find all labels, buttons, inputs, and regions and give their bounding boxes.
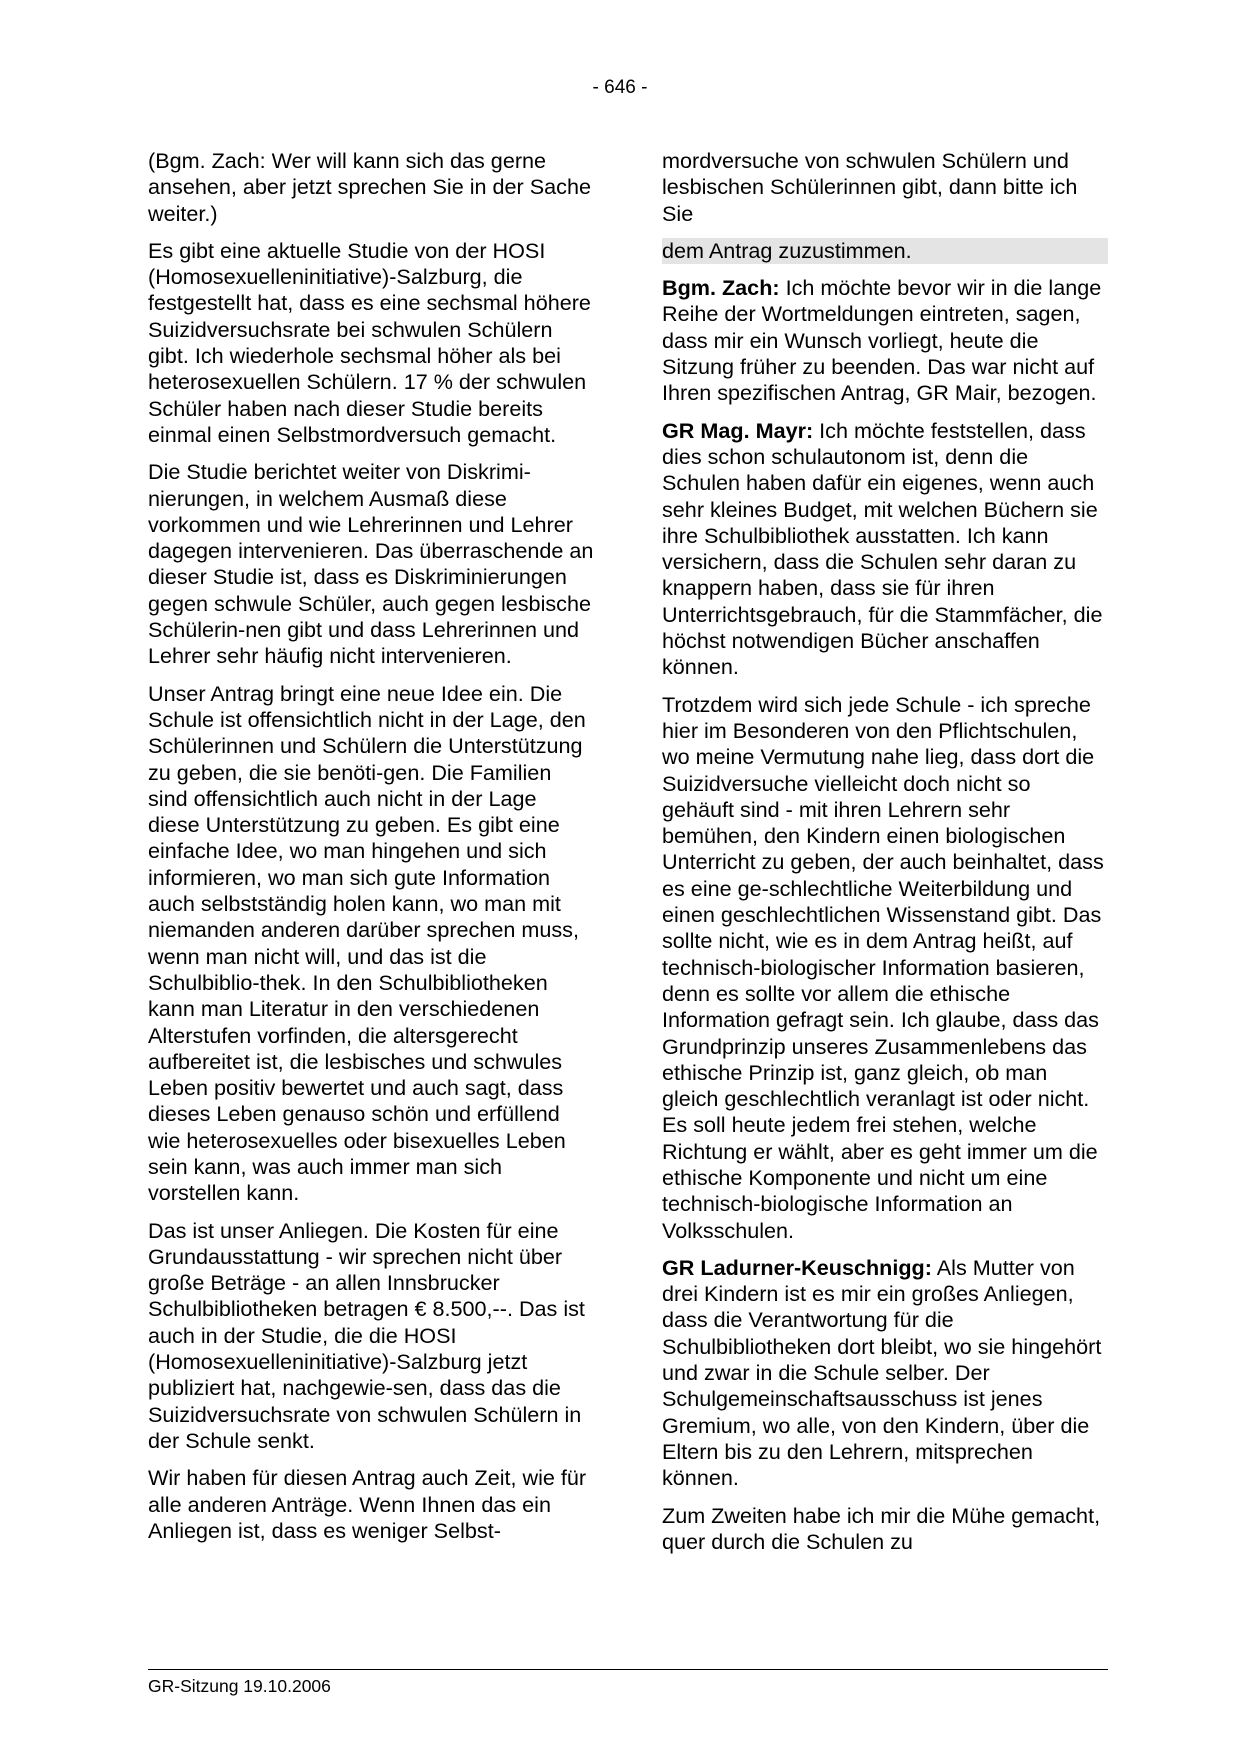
paragraph: Es gibt eine aktuelle Studie von der HOSI (Homosexuelleninitiative)-Salzburg, die festgestellt hat, dass es eine sechsmal höhere Suizidversuchsrate bei schwulen Schülern gibt. Ich wiederhole sechsmal höher als bei heterosexuellen Schülern. 17 % der schwulen Schüler haben nach dieser Studie bereits einmal einen Selbstmordversuch gemacht. xyxy=(148,237,591,447)
speech-gr-ladurner-keuschnigg xyxy=(662,1255,1108,1492)
speech-gr-mag-mayr xyxy=(662,418,1108,681)
speaker-name: GR Ladurner-Keuschnigg: xyxy=(662,1254,932,1280)
paragraph-continuation: mordversuche von schwulen Schülern und lesbischen Schülerinnen gibt, dann bitte ich Sie xyxy=(662,148,1078,226)
footer-divider xyxy=(148,1669,1108,1670)
speaker-name: Bgm. Zach: xyxy=(662,275,780,301)
paragraph: Zum Zweiten habe ich mir die Mühe gemacht, quer durch die Schulen zu xyxy=(662,1502,1101,1554)
speech-text: Als Mutter von drei Kindern ist es mir ein großes Anliegen, dass die Verantwortung für die Schulbibliotheken dort bleibt, wo sie hingehört und zwar in die Schule selber. Der Schulgemeinschaftsausschuss ist jenes Gremium, wo alle, von den Kindern, über die Eltern bis zu den Lehrern, mitsprechen können. xyxy=(662,1254,1102,1491)
paragraph: (Bgm. Zach: Wer will kann sich das gerne ansehen, aber jetzt sprechen Sie in der Sache weiter.) xyxy=(148,148,591,226)
paragraph: Das ist unser Anliegen. Die Kosten für eine Grundausstattung - wir sprechen nicht über große Beträge - an allen Innsbrucker Schulbibliotheken betragen € 8.500,--. Das ist auch in der Studie, die die HOSI (Homosexuelleninitiative)-Salzburg jetzt publiziert hat, nachgewie-sen, dass das die Suizidversuchsrate von schwulen Schülern in der Schule senkt. xyxy=(148,1217,585,1453)
left-column xyxy=(148,148,594,1555)
highlighted-line: dem Antrag zuzustimmen. xyxy=(662,238,1108,264)
speech-bgm-zach xyxy=(662,275,1108,406)
page-number: - 646 - xyxy=(592,77,648,98)
speech-text: Ich möchte bevor wir in die lange Reihe der Wortmeldungen eintreten, sagen, dass mir ein Wunsch vorliegt, heute die Sitzung früher zu beenden. Das war nicht auf Ihren spezifischen Antrag, GR Mair, bezogen. xyxy=(662,275,1102,406)
paragraph: Unser Antrag bringt eine neue Idee ein. Die Schule ist offensichtlich nicht in der Lage, den Schülerinnen und Schülern die Unterstützung zu geben, die sie benöti-gen. Die Familien sind offensichtlich auch nicht in der Lage diese Unterstützung zu geben. Es gibt eine einfache Idee, wo man hingehen und sich informieren, wo man sich gute Information auch selbstständig holen kann, wo man mit niemanden anderen darüber sprechen muss, wenn man nicht will, und das ist die Schulbiblio-thek. In den Schulbibliotheken kann man Literatur in den verschiedenen Alterstufen vorfinden, die altersgerecht aufbereitet ist, die lesbisches und schwules Leben positiv bewertet und auch sagt, dass dieses Leben genauso schön und erfüllend wie heterosexuelles oder bisexuelles Leben sein kann, was auch immer man sich vorstellen kann. xyxy=(148,680,586,1206)
paragraph: Trotzdem wird sich jede Schule - ich spreche hier im Besonderen von den Pflichtschulen, wo meine Vermutung nahe lieg, dass dort die Suizidversuche vielleicht doch nicht so gehäuft sind - mit ihren Lehrern sehr bemühen, den Kindern einen biologischen Unterricht zu geben, der auch beinhaltet, dass es eine ge-schlechtliche Weiterbildung und einen geschlechtlichen Wissenstand gibt. Das sollte nicht, wie es in dem Antrag heißt, auf technisch-biologischer Information basieren, denn es sollte vor allem die ethische Information gefragt sein. Ich glaube, dass das Grundprinzip unseres Zusammenlebens das ethische Prinzip ist, ganz gleich, ob man gleich geschlechtlich veranlagt ist oder nicht. Es soll heute jedem frei stehen, welche Richtung er wählt, aber es geht immer um die ethische Komponente und nicht um eine technisch-biologische Information an Volksschulen. xyxy=(662,691,1104,1243)
speaker-name: GR Mag. Mayr: xyxy=(662,417,814,443)
right-column xyxy=(662,148,1108,1566)
paragraph: Wir haben für diesen Antrag auch Zeit, wie für alle anderen Anträge. Wenn Ihnen das ein Anliegen ist, dass es weniger Selbst- xyxy=(148,1465,587,1543)
paragraph: Die Studie berichtet weiter von Diskrimi-nierungen, in welchem Ausmaß diese vorkommen und wie Lehrerinnen und Lehrer dagegen intervenieren. Das überraschende an dieser Studie ist, dass es Diskriminierungen gegen schwule Schüler, auch gegen lesbische Schülerin-nen gibt und dass Lehrerinnen und Lehrer sehr häufig nicht intervenieren. xyxy=(148,459,594,669)
footer-text: GR-Sitzung 19.10.2006 xyxy=(148,1676,331,1696)
speech-text: Ich möchte feststellen, dass dies schon schulautonom ist, denn die Schulen haben dafür ein eigenes, wenn auch sehr kleines Budget, mit welchen Büchern sie ihre Schulbibliothek ausstatten. Ich kann versichern, dass die Schulen sehr daran zu knappern haben, dass sie für ihren Unterrichtsgebrauch, für die Stammfächer, die höchst notwendigen Bücher anschaffen können. xyxy=(662,417,1103,680)
